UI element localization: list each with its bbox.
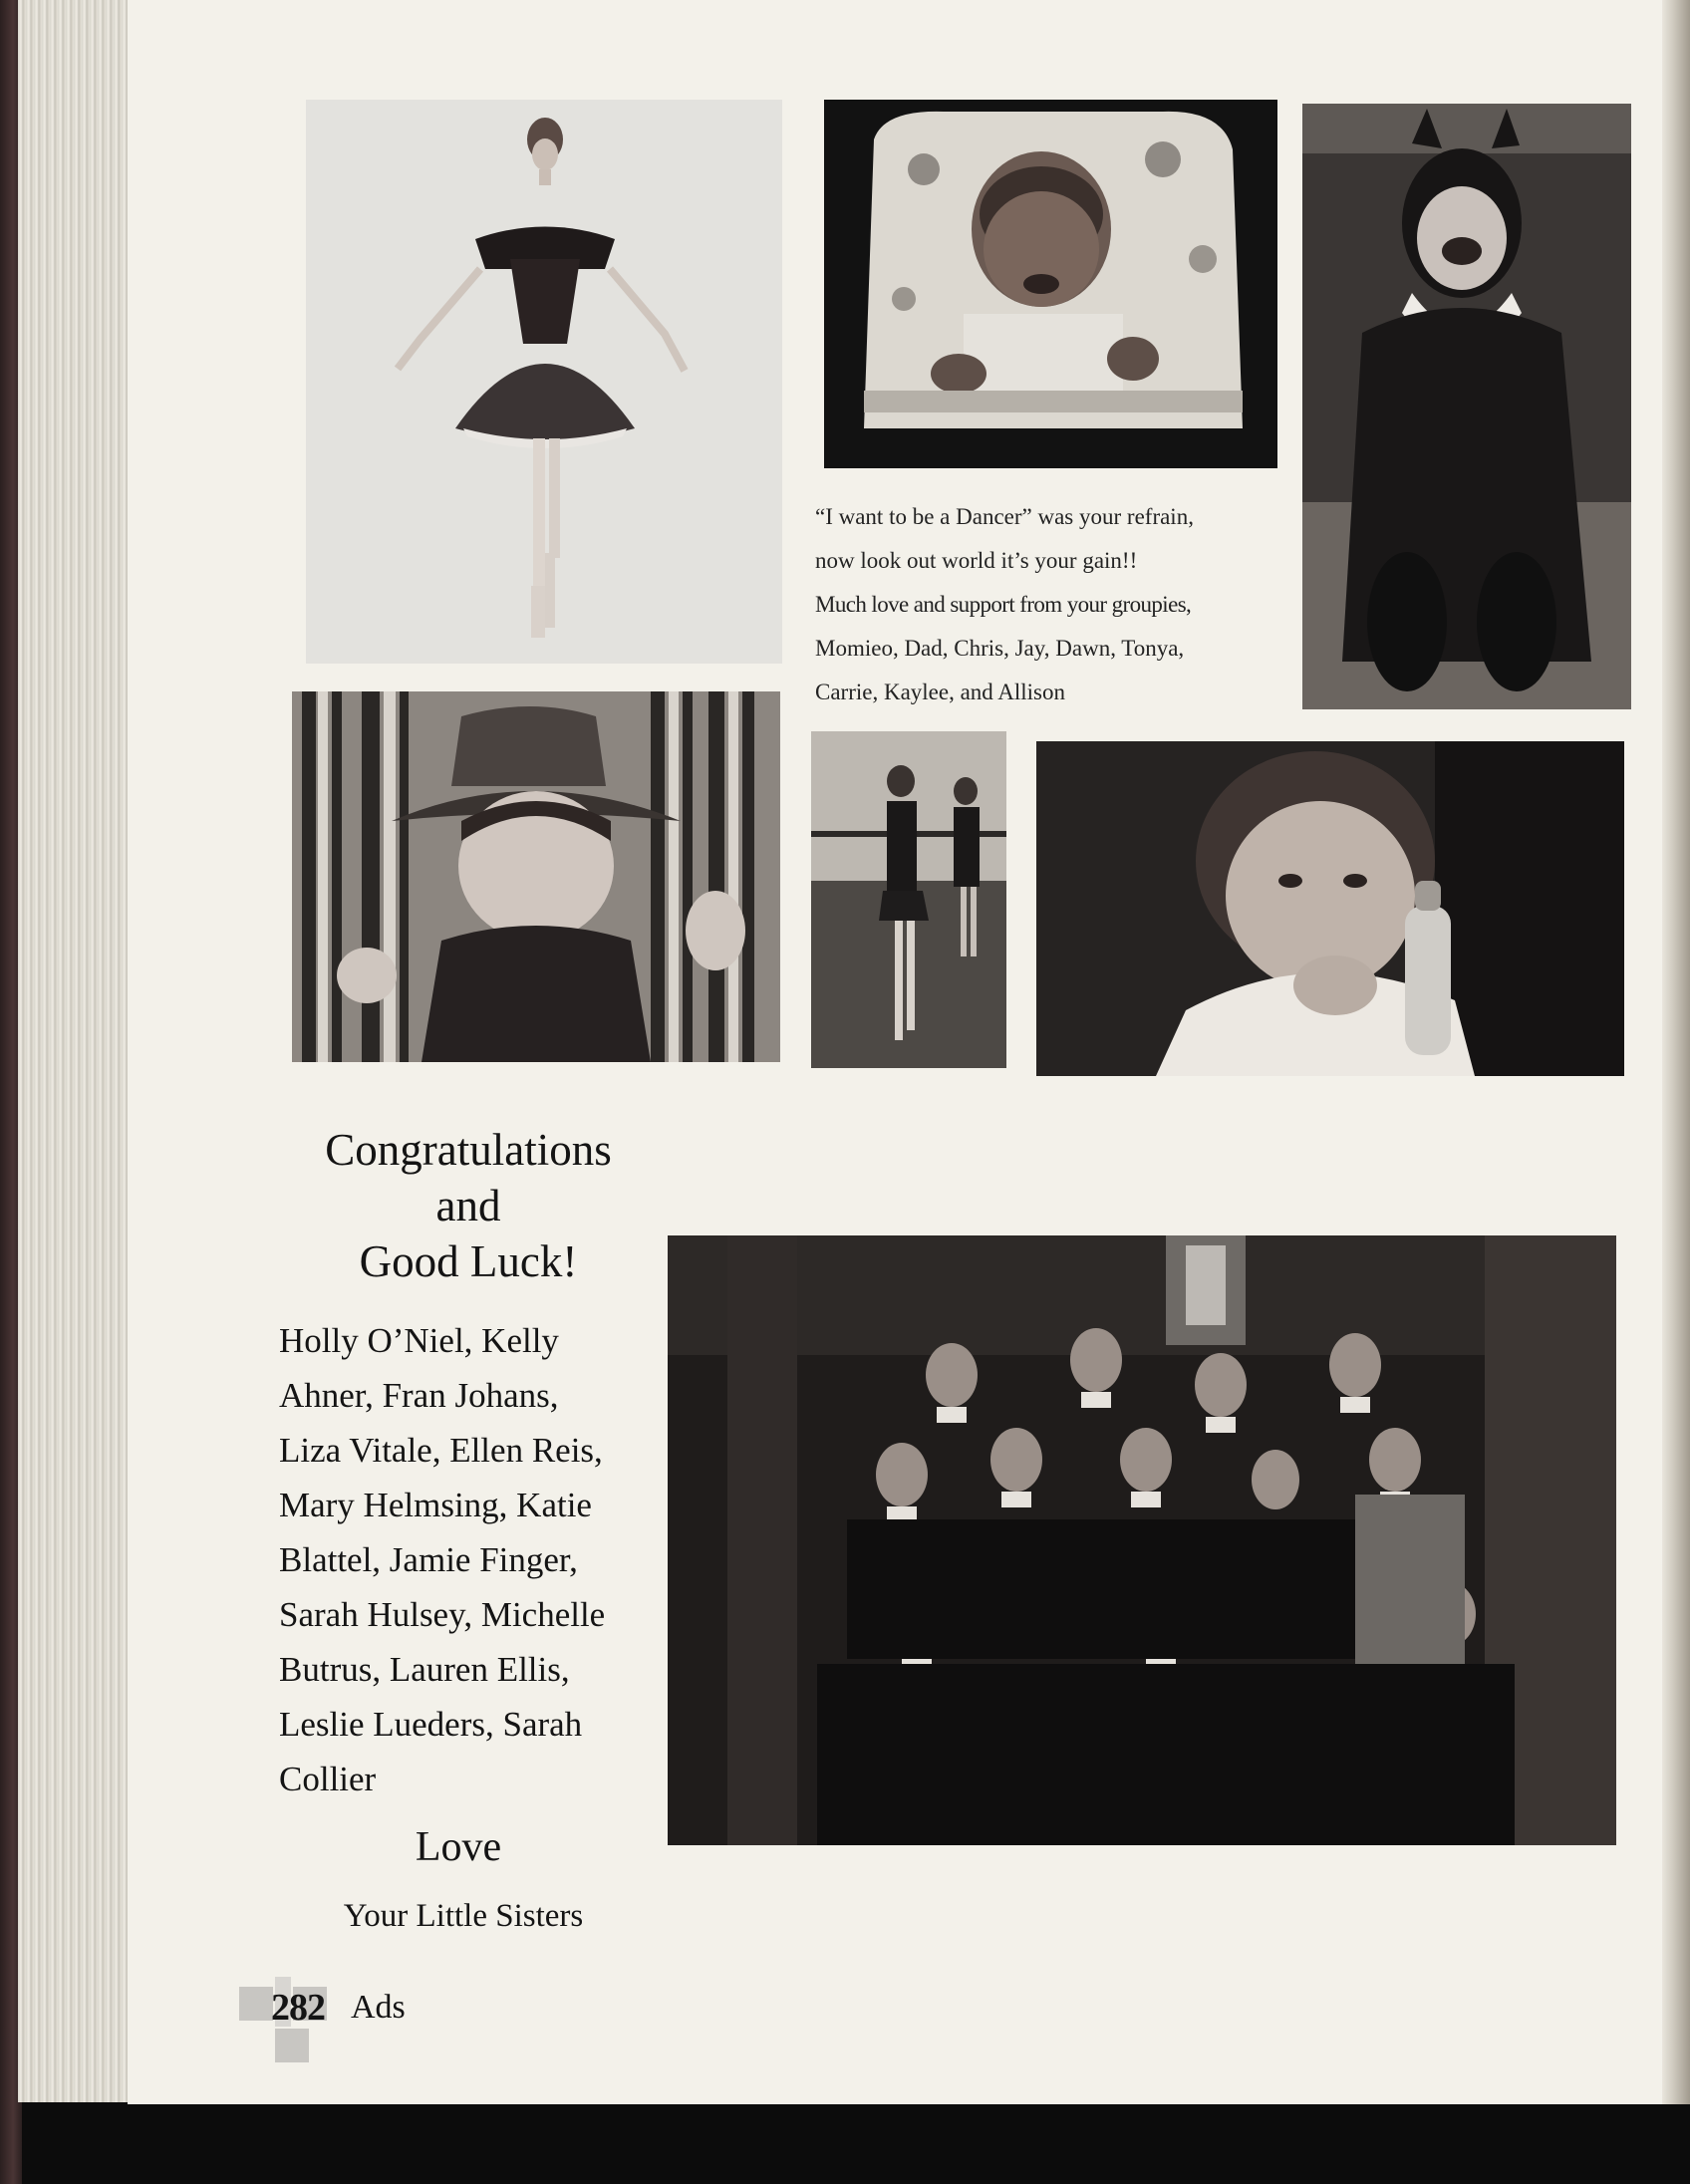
photo-ballerina — [306, 100, 782, 664]
caption-line-1: “I want to be a Dancer” was your refrain, — [815, 504, 1194, 529]
photo-group-little-sisters — [668, 1235, 1616, 1845]
names-line: Holly O’Niel, Kelly — [279, 1321, 559, 1360]
congrats-line-2: and — [435, 1181, 501, 1230]
names-line: Ahner, Fran Johans, — [279, 1376, 559, 1415]
signature-little-sisters: Your Little Sisters — [343, 1898, 584, 1934]
names-line: Mary Helmsing, Katie — [279, 1486, 592, 1524]
names-line: Blattel, Jamie Finger, — [279, 1540, 578, 1579]
page-number: 282 — [271, 1987, 325, 2029]
caption-line-5: Carrie, Kaylee, and Allison — [815, 680, 1066, 704]
love-closing: Love — [415, 1824, 502, 1870]
congrats-line-1: Congratulations — [325, 1125, 612, 1175]
names-line: Liza Vitale, Ellen Reis, — [279, 1431, 603, 1470]
facing-page-edge — [1662, 0, 1690, 2104]
names-line: Butrus, Lauren Ellis, — [279, 1650, 570, 1689]
photo-child-costume — [1302, 104, 1631, 709]
names-line: Leslie Lueders, Sarah — [279, 1705, 583, 1744]
caption-line-3: Much love and support from your groupies, — [815, 592, 1192, 617]
congratulations-heading — [289, 1122, 648, 1289]
caption-line-4: Momieo, Dad, Chris, Jay, Dawn, Tonya, — [815, 636, 1185, 661]
dancer-caption — [815, 495, 1291, 714]
section-name: Ads — [351, 1989, 406, 2026]
photo-dance-studio — [811, 731, 1006, 1068]
congrats-line-3: Good Luck! — [359, 1236, 578, 1286]
page-stack-edges — [18, 0, 132, 2102]
names-line: Collier — [279, 1760, 377, 1798]
senior-names-list — [279, 1313, 658, 1806]
photo-toddler-bottle — [1036, 741, 1624, 1076]
photo-toddler-hat — [292, 691, 780, 1062]
caption-line-2: now look out world it’s your gain!! — [815, 548, 1138, 573]
photo-baby-highchair — [824, 100, 1277, 468]
names-line: Sarah Hulsey, Michelle — [279, 1595, 606, 1634]
